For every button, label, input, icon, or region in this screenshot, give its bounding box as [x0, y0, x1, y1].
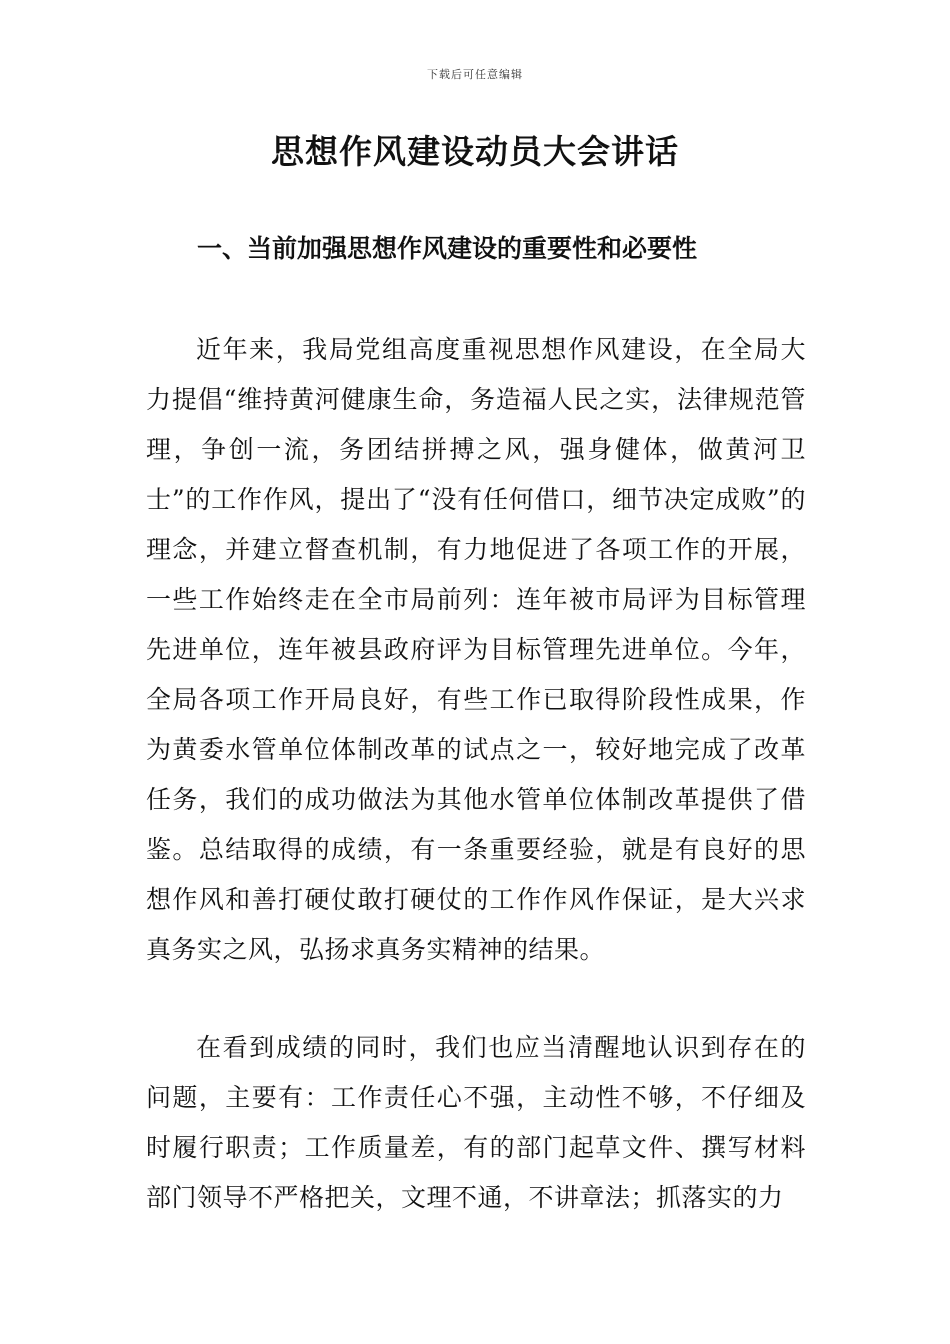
body-paragraph-2: 在看到成绩的同时，我们也应当清醒地认识到存在的问题，主要有：工作责任心不强，主动性不够，不仔细及时履行职责；工作质量差，有的部门起草文件、撰写材料部门领导不严格把关，文理不通，不讲章法；抓落实的力 — [146, 1033, 806, 1212]
section-heading: 一、当前加强思想作风建设的重要性和必要性 — [197, 234, 698, 263]
body-paragraph-1: 近年来，我局党组高度重视思想作风建设，在全局大力提倡“维持黄河健康生命，务造福人民之实，法律规范管理，争创一流，务团结拼搏之风，强身健体，做黄河卫士”的工作作风，提出了“没有任何借口，细节决定成败”的理念，并建立督查机制，有力地促进了各项工作的开展，一些工作始终走在全市局前列：连年被市局评为目标管理先进单位，连年被县政府评为目标管理先进单位。今年，全局各项工作开局良好，有些工作已取得阶段性成果，作为黄委水管单位体制改革的试点之一，较好地完成了改革任务，我们的成功做法为其他水管单位体制改革提供了借鉴。总结取得的成绩，有一条重要经验，就是有良好的思想作风和善打硬仗敢打硬仗的工作作风作保证，是大兴求真务实之风，弘扬求真务实精神的结果。 — [146, 335, 806, 964]
document-title: 思想作风建设动员大会讲话 — [271, 132, 679, 171]
header-note: 下载后可任意编辑 — [427, 68, 523, 81]
